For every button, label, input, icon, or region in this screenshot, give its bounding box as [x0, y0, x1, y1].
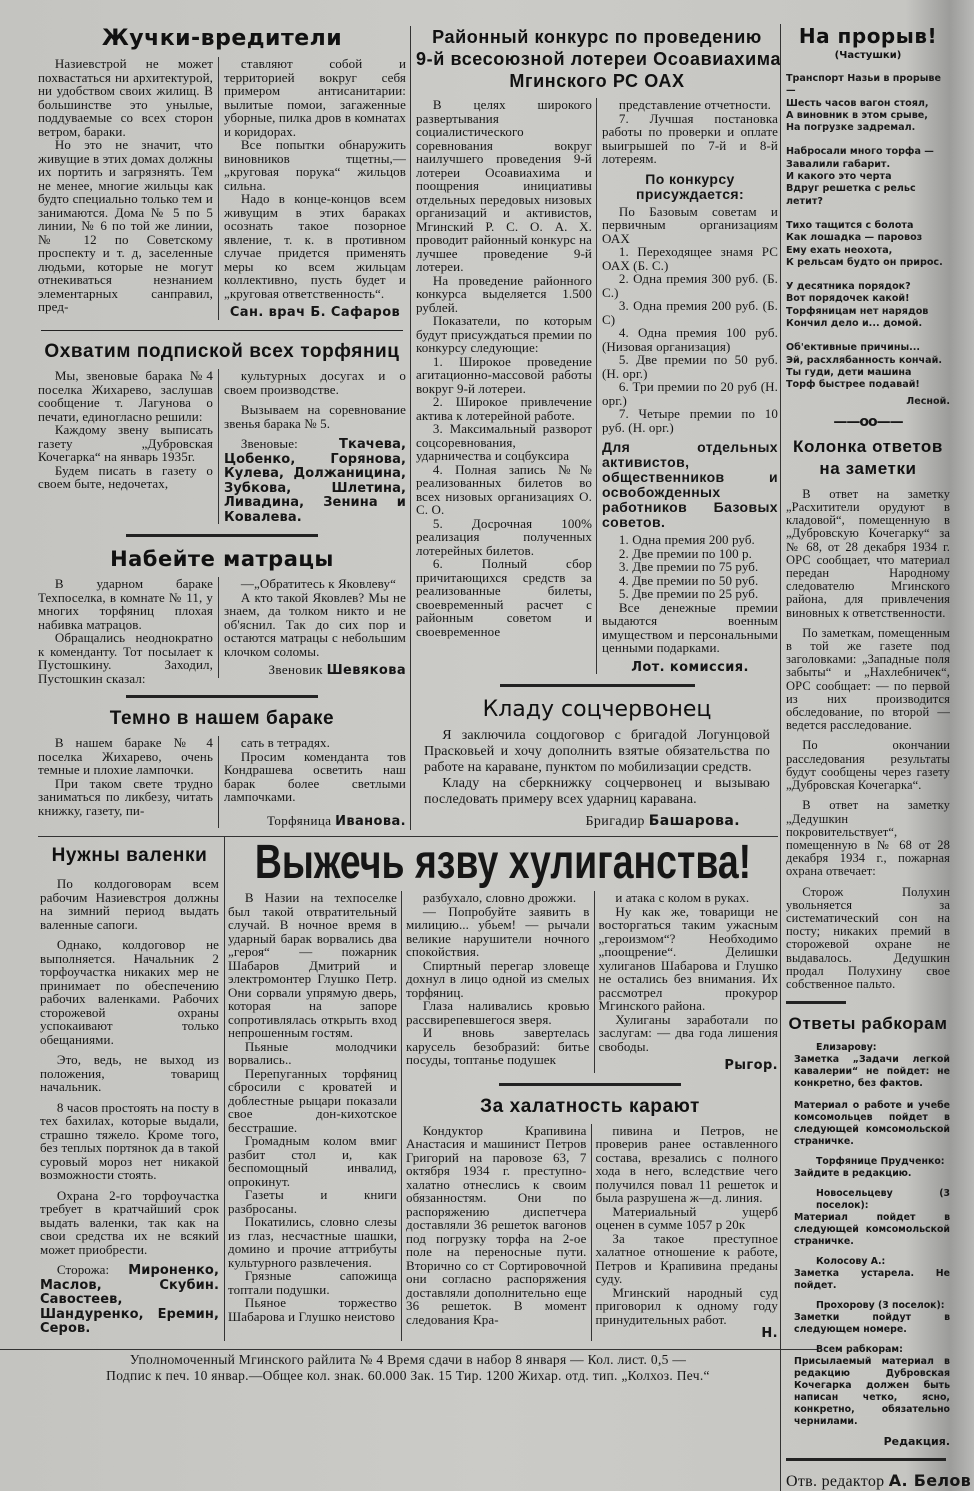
- paragraph: Будем писать в газету о своем быте, недочетах,: [38, 462, 213, 491]
- article-column: [38, 57, 218, 314]
- paragraph: Покатились, словно слезы из глаз, несчастные шашки, домино и прочие аттрибуты культурного развлечения.: [228, 1214, 397, 1270]
- paragraph: пивина и Петров, не проверив ранее оставленного состава, врезались с полного хода в него, вследствие чего получился повал 11 решеток и была разрушена ж—д. линия.: [595, 1122, 778, 1205]
- paragraph: 1. Широкое проведение агитационно-массовой работы вокруг 9-й лотереи.: [416, 353, 592, 396]
- paragraph: В ответ на заметку „Дедушкин покровительствует“, помещенную в № 68 от 28 декабря 1934 г., пожарная охрана отвечает:: [786, 798, 950, 879]
- paragraph: По колдоговорам всем рабочим Назиевстроя должны на зимний период выдать валенные сапоги.: [40, 876, 219, 932]
- paragraph: А кто такой Яковлев? Мы не знаем, да толком никто и не об'яснил. Так до сих пор и остаются матрацы с небольшим клочком соломы.: [224, 589, 406, 659]
- article-column: [218, 57, 406, 320]
- article-column: [416, 98, 596, 638]
- paragraph: Это, ведь, не выход из положения, товарищ начальник.: [40, 1052, 219, 1094]
- article-title: Темно в нашем бараке: [109, 708, 335, 729]
- left-column: [38, 26, 410, 828]
- paragraph: Обращались неоднократно к коменданту. Тот посылает к Пустошкину. Заходил, Пустошкин сказал:: [38, 630, 213, 686]
- section-rule: [126, 695, 318, 698]
- article-hooliganism: [228, 837, 778, 1341]
- signature: Сан. врач Б. Сафаров: [229, 305, 401, 320]
- article-socchervonets: [416, 697, 778, 830]
- paragraph: — Попробуйте заявить в милицию... убьем! — рычали великие нарушители ночного спокойствия.: [406, 903, 590, 959]
- signature: Лот. комиссия.: [631, 659, 749, 675]
- paragraph: 4. Одна премия 100 руб. (Низовая организация): [602, 325, 778, 354]
- poem-line: К рельсам будто он прирос.: [786, 256, 943, 268]
- poem-stanza: [786, 73, 950, 134]
- paragraph: Перепуганных торфяниц сбросили с кроватей и доблестные рыцари показали свое дон-кихотское бесстрашие.: [228, 1065, 397, 1135]
- answer-entry: Всем рабкорам: Присылаемый материал в редакцию Дубровская Кочегарка должен быть написан четко, ясно, конкретно, обязательно чернилами.: [786, 1344, 950, 1428]
- paragraph: Материал о работе и учебе комсомольцев пойдет в следующей комсомольской страничке.: [794, 1100, 950, 1148]
- paragraph: разбухало, словно дрожжи.: [422, 890, 577, 905]
- activists-heading: Для отдельных активистов, общественников и освобожденных работников Базовых советов.: [602, 439, 778, 530]
- paragraph: Мы, звеновые барака №4 поселка Жихарево, заслушав сообщение т. Лагунова о печати, единогласно решили:: [38, 368, 213, 424]
- section-rule: [41, 330, 403, 332]
- poem-line: Торфяницам нет нарядов: [786, 305, 929, 317]
- paragraph: сать в тетрадях.: [240, 735, 331, 750]
- article-pests: [38, 26, 406, 320]
- paragraph: По Базовым советам и первичным организациям ОАХ: [602, 203, 778, 246]
- signature: Лесной.: [906, 395, 950, 407]
- paragraph: —„Обратитесь к Яковлеву“: [240, 576, 396, 591]
- paragraph: 1. Одна премия 200 руб.: [618, 532, 755, 547]
- paragraph: Пьяное торжество Шабарова и Глушко неистово: [228, 1295, 397, 1324]
- poem-line: Тихо тащится с болота: [786, 219, 914, 231]
- signers-names: Ткачева, Цобенко, Горянова, Кулева, Должаницина, Зубкова, Шлетина, Ливадина, Зенина и Ковалева.: [224, 437, 406, 525]
- section-rule: [786, 1001, 846, 1004]
- poem-line: Вот порядочек какой!: [786, 293, 910, 305]
- paragraph: Мгинский народный суд приговорил к одному году принудительных работ.: [595, 1284, 778, 1327]
- answer-entry: Прохорову (3 поселок): Заметки пойдут в следующем номере.: [786, 1300, 950, 1336]
- paragraph: представление отчетности.: [618, 97, 772, 112]
- paragraph: Материальный ущерб оценен в сумме 1057 р 20к: [595, 1203, 778, 1232]
- paragraph: Однако, колдоговор не выполняется. Начальник 2 торфоучастка никаких мер не принимает по обеспечению рабочих валенками. Рабочих сторожевой охраны успокаивают только обещаниями.: [40, 937, 219, 1047]
- article-column: [38, 369, 218, 491]
- signature: Редакция.: [883, 1435, 950, 1449]
- article-subscription: [38, 341, 406, 524]
- article-title: За халатность карают: [480, 1095, 700, 1117]
- paragraph: Газеты и книги разбросаны.: [228, 1187, 397, 1216]
- signature: Бригадир Башарова.: [585, 813, 740, 829]
- paragraph: Кладу на сберкнижку соцчервонец и вызываю последовать примеру всех ударниц каравана.: [424, 776, 770, 807]
- article-column: [218, 369, 406, 524]
- paragraph: Я заключила соцдоговор с бригадой Логунцовой Прасковьей и хочу дополнить взятые обязательства по работе на караване, пунктом по мобилизации средств.: [424, 728, 770, 775]
- poem-line: А виновник в этом срыве,: [786, 109, 928, 121]
- paragraph: Заметки пойдут в следующем номере.: [794, 1312, 950, 1336]
- paragraph: В Назии на техпоселке был такой отвратительный случай. В ночное время в ударный барак ворвались два „героя“ — пожарник Шабаров Дмитрий и электромонтер Глушко Петр. Они сорвали упрямую дверь, которая на запоре сопротивлялась открыть вход непрошенным гостям.: [228, 890, 397, 1040]
- paragraph: 6. Полный сбор причитающихся средств за реализованные билеты, своевременный расчет с районным советом и своевременное: [416, 556, 592, 639]
- paragraph: культурных досугах и о своем производстве.: [224, 368, 406, 397]
- article-column: [594, 891, 779, 1073]
- paragraph: 3. Одна премия 200 руб. (Б. С): [602, 298, 778, 327]
- poem-line: Эй, расхлябанность кончай.: [786, 354, 942, 366]
- article-title: Нужны валенки: [51, 845, 208, 866]
- paragraph: Просим коменданта тов Кондрашева осветить наш барак более светлыми лампочками.: [224, 748, 406, 804]
- poem-line: На погрузке задремал.: [786, 122, 916, 134]
- answer-entry: Торфянице Прудченко: Зайдите в редакцию.: [786, 1156, 950, 1180]
- imprint-line: Подпис к печ. 10 январ.—Общее кол. знак. 60.000 Зак. 15 Тир. 1200 Жихар. отд. тип. „Колхоз. Печ.“: [106, 1367, 710, 1383]
- poem-line: Торф быстрее подавай!: [786, 379, 920, 391]
- paragraph: Надо в конце-концов всем живущим в этих бараках осознать такое позорное явление, т. к. в противном случае придется применять меры ко всем жильцам коллективно, пусть будет и „круговая ответственность“.: [224, 191, 406, 301]
- poem-line: Кончил дело и... домой.: [786, 318, 923, 330]
- answer-entry: Елизарову: Заметка „Задачи легкой кавалерии“ не пойдет: не конкретно, без фактов. Материал о работе и учебе комсомольцев пойдет в следующей комсомольской страничке.: [786, 1042, 950, 1148]
- article-column: [591, 1124, 779, 1341]
- poem-breakthrough: [786, 24, 950, 430]
- column-title: Ответы рабкорам: [788, 1014, 948, 1034]
- article-negligence: [402, 1096, 778, 1341]
- paragraph: Хулиганы заработали по заслугам: — два года лишения свободы.: [598, 1011, 778, 1054]
- signature: Торфяница Иванова.: [266, 812, 406, 829]
- article-title: Набейте матрацы: [110, 547, 334, 571]
- imprint-footer: [0, 1349, 818, 1384]
- paragraph: 3. Максимальный разворот соцсоревнования, ударничества и соцбуксира: [416, 421, 592, 463]
- answers-column: [786, 436, 950, 991]
- poem-line: У десятника порядок?: [786, 281, 911, 293]
- section-rule: [499, 1083, 681, 1086]
- paragraph: По заметкам, помещенным в той же газете под заголовками: „Западные поля забыты“ и „Нахлебничек“, ОРС сообщает: — по первой из них производится обследование, по второй — ведется расследование.: [786, 625, 950, 733]
- signature: Рыгор.: [724, 1058, 778, 1073]
- paragraph: На проведение районного конкурса выделяется 1.500 рублей.: [416, 272, 592, 315]
- ornament-divider: ——oo——: [833, 413, 903, 430]
- middle-column: [410, 26, 782, 830]
- paragraph: Материал пойдет в следующей комсомольской страничке.: [794, 1212, 950, 1248]
- paragraph: Громадным колом вмиг разбит стол и, как беспомощный инвалид, опрокинут.: [228, 1133, 397, 1189]
- paragraph: За такое преступное халатное отношение к работе, Петров и Крапивина преданы суду.: [595, 1230, 778, 1286]
- poem-line: Завалили габарит.: [786, 158, 891, 170]
- article-felt-boots: [38, 837, 224, 1336]
- paragraph: Показатели, по которым будут присуждаться премии по конкурсу следующие:: [416, 313, 592, 355]
- paragraph: 4. Две премии по 50 руб.: [618, 572, 759, 588]
- article-column: [402, 1124, 591, 1327]
- signers-label: Сторожа:: [56, 1262, 110, 1277]
- paragraph: В ударном бараке Техпоселка, в комнате № 11, у многих торфяниц плохая набивка матрацов.: [38, 576, 213, 632]
- poem-stanza: [786, 220, 950, 269]
- paragraph: Зайдите в редакцию.: [794, 1168, 912, 1180]
- main-area: [38, 0, 782, 1384]
- awards-heading: По конкурсу присуждается:: [635, 170, 745, 202]
- poem-line: Ты гуди, дети машина: [786, 366, 912, 378]
- paragraph: Но это не значит, что живущие в этих домах должны их портить и загрязнять. Тем не менее, многие жильцы как будто специально только тем и занимаются. Дома № 5 по 5 линии, № 6 по той же линии, № 12 по Советскому проспекту и т. д, заселенные людьми, которые не могут отнекиваться незнанием элементарных санправил, пред-: [38, 137, 213, 314]
- article-column: [228, 891, 401, 1323]
- paragraph: Кондуктор Крапивина Анастасия и машинист Петров Григорий на паровозе 63, 7 октября 1934 г. преступно-халатно отнеслись к своим обязанностям. Они по распоряжению диспетчера доставляли 36 решеток вагонов под погрузку торфа на 2-ое поле на переносные пути. Вторично со ст Сортировочной они согласно распоряжения доставляли дополнительно еще 36 решеток. В момент следования Кра-: [406, 1122, 587, 1327]
- column-title: Колонка ответов на заметки: [793, 436, 943, 478]
- paragraph: Спиртный перегар зловеще дохнул в лицо одной из смелых торфяниц.: [406, 957, 590, 1000]
- article-dark-barrack: [38, 708, 406, 828]
- paragraph: При таком свете трудно заниматься по ликбезу, читать книжку, газету, пи-: [38, 775, 213, 818]
- poem-stanza: [786, 146, 950, 207]
- article-column: [402, 891, 594, 1067]
- article-column: [38, 577, 218, 685]
- paragraph: 2. Одна премия 300 руб. (Б. С.): [602, 271, 778, 300]
- poem-stanza: [786, 342, 950, 391]
- poem-line: Транспорт Назьи в прорыве —: [786, 73, 942, 97]
- signature: Н.: [761, 1326, 778, 1341]
- article-title: Жучки-вредители: [101, 26, 343, 51]
- paragraph: В целях широкого развертывания социалистического соревнования вокруг наилучшего проведения 9-й лотереи Осоавиахима и поощрения инициативы отдельных передовых низовых организаций и активистов, Мгинский Р. С. О. А. Х. проводит районный конкурс на лучшее проведение 9-й лотереи.: [416, 97, 593, 274]
- paragraph: 4. Полная запись №№ реализованных билетов во всех низовых организациях О. С. О.: [416, 461, 592, 517]
- paragraph: И вновь завертелась карусель безобразий: битье посуды, топтанье подушек: [406, 1025, 590, 1067]
- hooliganism-right-stack: [401, 891, 778, 1341]
- right-column: [780, 24, 972, 1491]
- paragraph: В ответ на заметку „Расхитители орудуют в кладовой“, помещенную в „Дубровскую Кочегарку“ за № 68, от 28 декабря 1934 г. ОРС сообщает, что материал передан Народному следователю Мгинского района, для привлечения виновных к ответственности.: [786, 486, 950, 620]
- poem-line: Об'ективные причины...: [786, 342, 921, 354]
- poem-line: Ему ехать неохота,: [786, 244, 893, 256]
- signature: Звеновик Шевякова: [268, 662, 406, 678]
- paragraph: ставляют собой и территорией вокруг себя примером антисанитарии: вылитые помои, загаженные уборные, пилка дров в комнатах и коридорах.: [224, 56, 406, 139]
- section-rule: [786, 1458, 946, 1461]
- poem-line: И какого это черта: [786, 171, 892, 183]
- article-column: [218, 736, 406, 828]
- paragraph: Каждому звену выписать газету „Дубровская Кочегарка“ на январь 1935г.: [38, 422, 213, 464]
- paragraph: Присылаемый материал в редакцию Дубровская Кочегарка должен быть написан четко, ясно, конкретно, обязательно чернилами.: [794, 1356, 950, 1428]
- paragraph: Ну как же, товарищи не восторгаться таким ужасным „героизмом“? Необходимо „поощрение“. Делишки хулиганов Шабарова и Глушко не остались без внимания. Их рассмотрел прокурор Мгинского района.: [598, 903, 778, 1013]
- paragraph: 7. Четыре премии по 10 руб. (Н. орг.): [602, 406, 778, 435]
- paragraph: 1. Переходящее знамя РС ОАХ (Б. С.): [602, 244, 778, 273]
- section-rule: [126, 534, 318, 537]
- paragraph: и атака с колом в руках.: [615, 890, 750, 905]
- paragraph: Заметка „Задачи легкой кавалерии“ не пойдет: не конкретно, без фактов.: [794, 1054, 950, 1090]
- article-title: Районный конкурс по проведению 9-й всесоюзной лотереи Осоавиахима Мгинского РС ОАХ: [416, 27, 782, 91]
- paragraph: Вызываем на соревнование звенья барака № 5.: [224, 402, 406, 431]
- paragraph: Все попытки обнаружить виновников тщетны,—„круговая порука“ жильцов сильна.: [224, 137, 406, 193]
- paragraph: Назиевстрой не может похвастаться ни архитектурой, ни удобством своих жилищ. В большинстве это унылые, поддуваемые со всех сторон ветром, бараки.: [38, 56, 213, 139]
- paragraph: Глаза наливались кровью рассвирепевшегося зверя.: [406, 998, 590, 1027]
- paragraph: Заметка устарела. Не пойдет.: [794, 1268, 950, 1292]
- answer-entry: Колосову А.: Заметка устарела. Не пойдет.: [786, 1256, 950, 1292]
- article-column: [596, 98, 778, 674]
- article-column: [218, 577, 406, 678]
- article-mattresses: [38, 547, 406, 685]
- poem-line: Вдруг решетка с рельс летит?: [786, 183, 916, 207]
- paragraph: 8 часов простоять на посту в тех бахилах, которые выдали, страшно тяжело. Кроме того, без теплых портянок да в такой суровый мороз нет никакой возможности стоять.: [40, 1099, 219, 1182]
- paragraph: 2. Широкое привлечение актива к лотерейной работе.: [416, 394, 592, 423]
- signers-label: Звеновые:: [240, 436, 298, 451]
- poem-title: На прорыв!: [798, 24, 938, 48]
- poem-line: Как лошадка — паровоз: [786, 232, 923, 244]
- imprint-line: Уполномоченный Мгинского райлита № 4 Время сдачи в набор 8 января — Кол. лист. 0,5 —: [129, 1351, 687, 1367]
- correspondents-answers: [786, 1014, 950, 1448]
- article-title: Охватим подпиской всех торфяниц: [44, 341, 400, 362]
- paragraph: Грязные сапожища топтали подушки.: [228, 1268, 397, 1297]
- answer-entry: Новосельцеву (3 поселок): Материал пойдет в следующей комсомольской страничке.: [786, 1188, 950, 1248]
- signers-names: Мироненко, Маслов, Скубин. Савостеев, Шандуренко, Еремин, Серов.: [40, 1263, 219, 1336]
- article-column: [38, 736, 218, 817]
- paragraph: 6. Три премии по 20 руб (Н. орг.): [602, 379, 778, 408]
- paragraph: Все денежные премии выдаются военным имуществом и персональными ценными подарками.: [602, 599, 778, 655]
- paragraph: 5. Две премии по 50 руб. (Н. орг.): [602, 352, 778, 381]
- paragraph: Пьяные молодчики ворвались..: [228, 1038, 397, 1067]
- paragraph: В нашем бараке № 4 поселка Жихарево, очень темные и плохие лампочки.: [38, 735, 213, 777]
- paragraph: 7. Лучшая постановка работы по проверки и оплате выигрышей по 7-й и 8-й лотереям.: [602, 110, 778, 166]
- poem-subtitle: (Частушки): [834, 50, 902, 61]
- hooliganism-area: [224, 837, 778, 1341]
- paragraph: 5. Досрочная 100% реализация полученных лотерейных билетов.: [416, 515, 592, 558]
- article-lottery: [416, 26, 782, 675]
- article-title: Выжечь язву хулиганства!: [254, 836, 752, 889]
- paragraph: 2. Две премии по 100 р.: [618, 545, 752, 561]
- paragraph: По окончании расследования результаты будут сообщены через газету „Дубровская Кочегарка“.: [786, 738, 950, 793]
- section-rule: [500, 684, 695, 687]
- poem-line: Набросали много торфа —: [786, 146, 934, 158]
- editor-line: Отв. редактор А. Белов: [786, 1471, 972, 1491]
- poem-line: Шесть часов вагон стоял,: [786, 97, 929, 109]
- article-title: Кладу соцчервонец: [482, 697, 712, 722]
- paragraph: Охрана 2-го торфоучастка требует в кратчайший срок выдать валенки, так как на свои средства их не всякий может приобрести.: [40, 1187, 219, 1257]
- paragraph: 3. Две премии по 75 руб.: [618, 559, 759, 574]
- paragraph: 5. Две премии по 25 руб.: [618, 586, 759, 601]
- paragraph: Сторож Полухин увольняется за систематический сон на посту; никаких премий в сторожевой охране не выдавалось. Дедушкин продал Полухину свое собственное пальто.: [786, 884, 950, 991]
- poem-stanza: [786, 281, 950, 330]
